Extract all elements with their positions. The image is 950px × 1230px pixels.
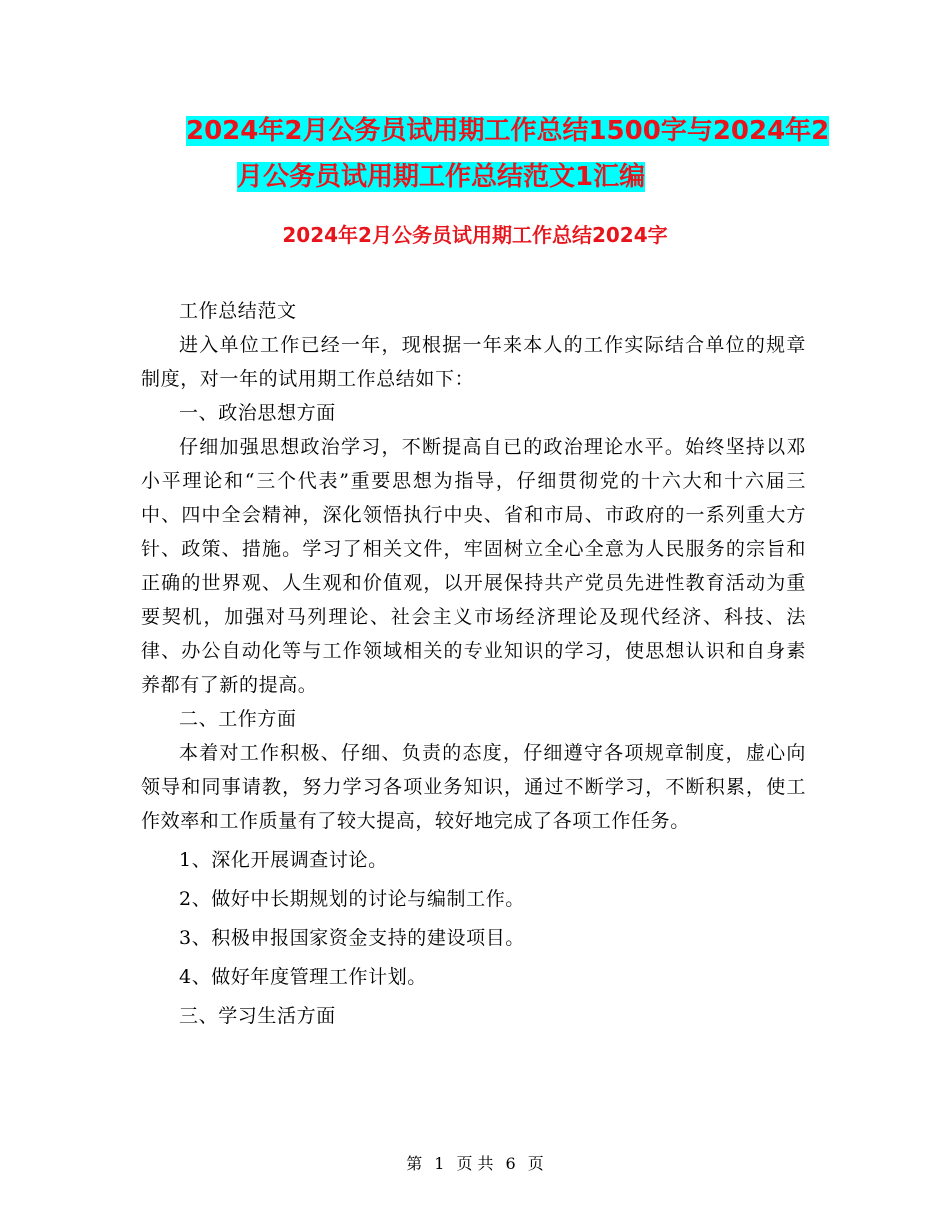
paragraph: 进入单位工作已经一年，现根据一年来本人的工作实际结合单位的规章制度，对一年的试用期工作总结如下： [141, 334, 806, 390]
section-heading: 三、学习生活方面 [179, 1005, 336, 1027]
main-title-line-1 [140, 108, 840, 154]
paragraph: 本着对工作积极、仔细、负责的态度，仔细遵守各项规章制度，虚心向领导和同事请教，努力学习各项业务知识，通过不断学习，不断积累，使工作效率和工作质量有了较大提高，较好地完成了各项工作任务。 [141, 742, 806, 832]
paragraph: 工作总结范文 [179, 300, 297, 322]
list-item: 1、深化开展调查讨论。 [179, 849, 388, 871]
footer-suffix: 页 [527, 1154, 544, 1173]
footer-current-page: 1 [434, 1154, 445, 1173]
list-item: 3、积极申报国家资金支持的建设项目。 [179, 927, 525, 949]
document-main-title [140, 108, 840, 200]
section-heading: 二、工作方面 [179, 708, 297, 730]
footer-total-pages: 6 [505, 1154, 516, 1173]
footer-middle: 页 共 [456, 1154, 494, 1173]
main-title-line-2-text: 月公务员试用期工作总结范文1汇编 [237, 162, 646, 192]
page-number-footer [0, 1152, 950, 1176]
section-heading: 一、政治思想方面 [179, 402, 336, 424]
document-body [141, 294, 806, 1033]
list-item: 2、做好中长期规划的讨论与编制工作。 [179, 888, 525, 910]
main-title-line-2 [140, 154, 840, 200]
list-item: 4、做好年度管理工作计划。 [179, 966, 427, 988]
footer-prefix: 第 [406, 1154, 423, 1173]
main-title-line-1-text: 2024年2月公务员试用期工作总结1500字与2024年2 [186, 116, 830, 146]
paragraph: 仔细加强思想政治学习，不断提高自已的政治理论水平。始终坚持以邓小平理论和“三个代表”重要思想为指导，仔细贯彻党的十六大和十六届三中、四中全会精神，深化领悟执行中央、省和市局、市政府的一系列重大方针、政策、措施。学习了相关文件，牢固树立全心全意为人民服务的宗旨和正确的世界观、人生观和价值观，以开展保持共产党员先进性教育活动为重要契机，加强对马列理论、社会主义市场经济理论及现代经济、科技、法律、办公自动化等与工作领域相关的专业知识的学习，使思想认识和自身素养都有了新的提高。 [141, 436, 806, 696]
document-subtitle: 2024年2月公务员试用期工作总结2024字 [282, 223, 668, 247]
